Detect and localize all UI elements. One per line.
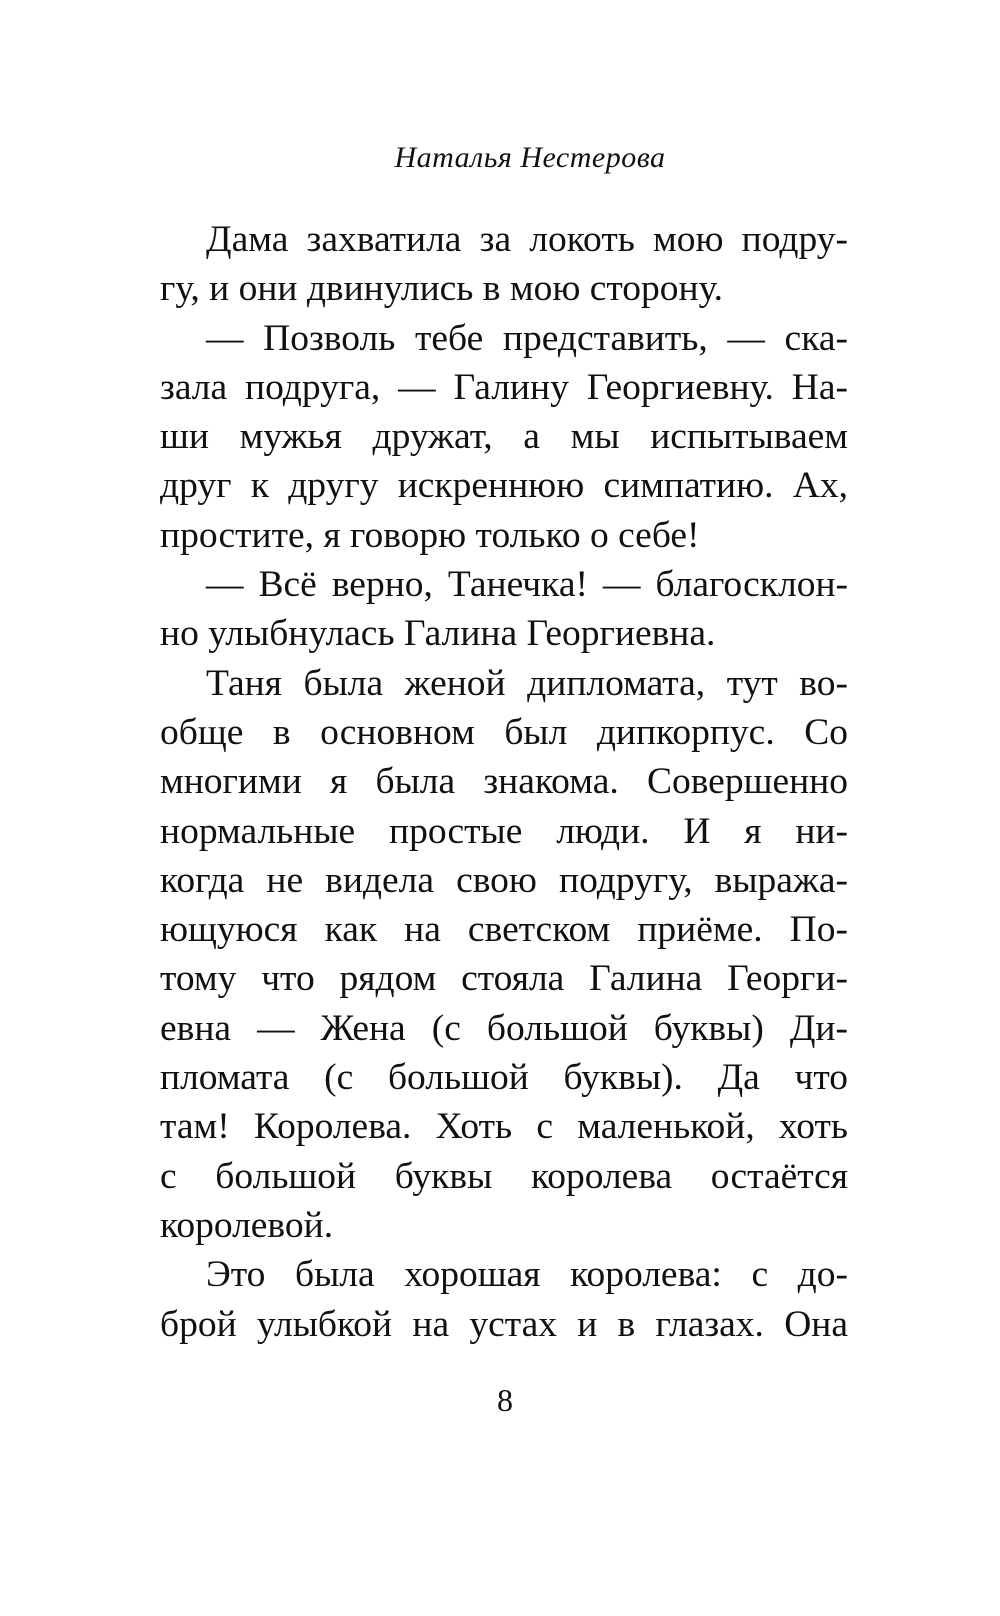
- text-line: гу, и они двинулись в мою сторону.: [160, 268, 723, 310]
- text-line: ющуюся как на светском приёме. По-: [160, 909, 848, 951]
- text-line: зала подруга, — Галину Георгиевну. На-: [160, 366, 848, 408]
- text-line: Дама захватила за локоть мою подру-: [206, 219, 848, 260]
- text-line: брой улыбкой на устах и в глазах. Она: [160, 1303, 848, 1345]
- text-line: королевой.: [160, 1204, 334, 1246]
- text-line: Таня была женой дипломата, тут во-: [206, 662, 848, 704]
- text-line: простите, я говорю только о себе!: [160, 514, 700, 556]
- text-line: пломата (с большой буквы). Да что: [160, 1057, 848, 1099]
- text-line: — Позволь тебе представить, — ска-: [206, 317, 848, 359]
- body-text: [160, 215, 848, 1349]
- text-line: когда не видела свою подругу, выража-: [160, 859, 848, 901]
- running-head-author: Наталья Нестерова: [394, 141, 666, 174]
- text-line: с большой буквы королева остаётся: [160, 1155, 848, 1197]
- text-line: ши мужья дружат, а мы испытываем: [160, 416, 848, 458]
- text-line: там! Королева. Хоть с маленькой, хоть: [160, 1106, 848, 1148]
- page-number: 8: [497, 1382, 513, 1418]
- text-line: тому что рядом стояла Галина Георги-: [160, 958, 848, 1000]
- text-line: друг к другу искреннюю симпатию. Ах,: [160, 465, 848, 507]
- text-line: евна — Жена (с большой буквы) Ди-: [160, 1007, 848, 1049]
- text-line: Это была хорошая королева: с до-: [206, 1254, 848, 1296]
- text-line: многими я была знакома. Совершенно: [160, 761, 848, 803]
- text-line: обще в основном был дипкорпус. Со: [160, 711, 848, 753]
- text-line: но улыбнулась Галина Георгиевна.: [160, 613, 716, 655]
- text-line: — Всё верно, Танечка! — благосклон-: [206, 564, 848, 606]
- text-line: нормальные простые люди. И я ни-: [160, 810, 848, 852]
